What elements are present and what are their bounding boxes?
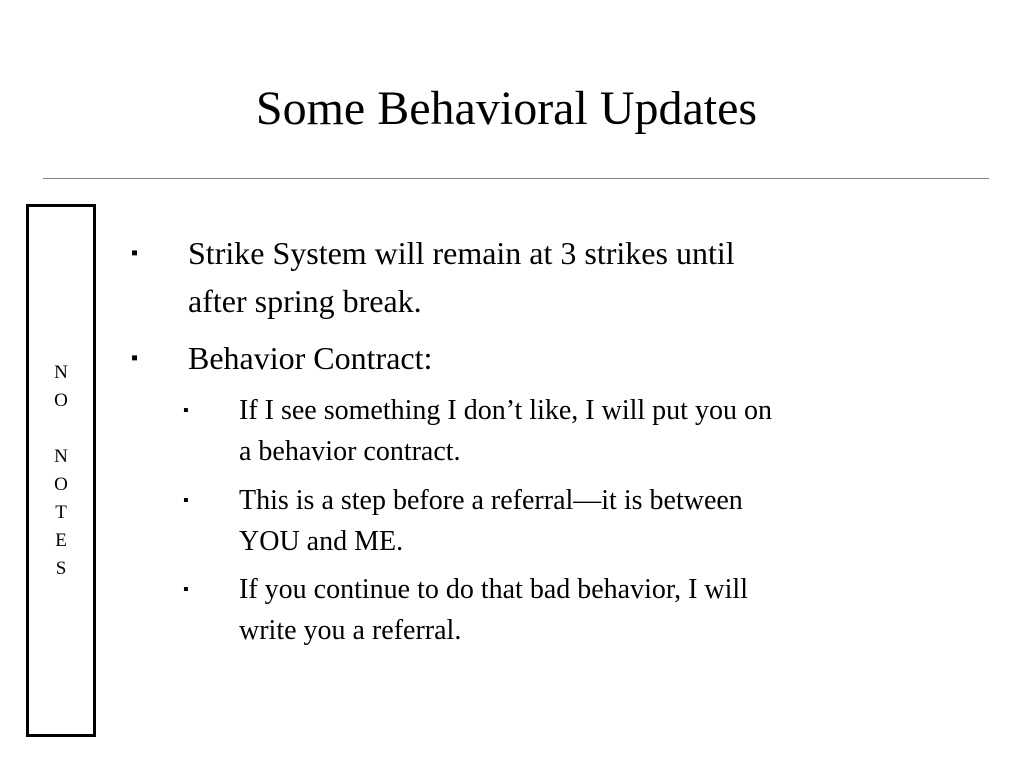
bullet-line: Behavior Contract: <box>188 340 433 376</box>
side-box-letter: E <box>55 530 67 551</box>
sub-bullet-line: If I see something I don’t like, I will put you on <box>239 395 772 426</box>
bullet-line: after spring break. <box>188 283 422 319</box>
sub-bullet-marker: ▪ <box>183 581 189 598</box>
sub-bullet-line: YOU and ME. <box>239 526 404 557</box>
side-box-letter: O <box>54 474 68 495</box>
bullet-marker: ▪ <box>131 347 139 369</box>
bullet-text <box>188 334 888 382</box>
side-box-letter: N <box>54 446 68 467</box>
sub-bullet-text <box>239 569 899 651</box>
bullet-marker: ▪ <box>131 242 139 264</box>
sub-bullet-line: a behavior contract. <box>239 436 461 467</box>
sub-bullet-marker: ▪ <box>183 402 189 419</box>
sub-bullet-marker: ▪ <box>183 492 189 509</box>
side-box-letter: T <box>55 502 67 523</box>
sub-bullet-line: If you continue to do that bad behavior, I will <box>239 574 748 605</box>
side-notes-box <box>26 204 96 737</box>
sub-bullet-line: write you a referral. <box>239 615 462 646</box>
slide-title: Some Behavioral Updates <box>255 82 758 135</box>
bullet-line: Strike System will remain at 3 strikes until <box>188 235 735 271</box>
bullet-text <box>188 229 888 325</box>
sub-bullet-line: This is a step before a referral—it is between <box>239 485 743 516</box>
side-box-text <box>29 359 93 583</box>
side-box-letter: N <box>54 362 68 383</box>
sub-bullet-text <box>239 480 899 562</box>
sub-bullet-text <box>239 390 899 472</box>
title-divider <box>43 178 989 179</box>
side-box-letter: S <box>55 558 67 579</box>
side-box-letter: O <box>54 390 68 411</box>
